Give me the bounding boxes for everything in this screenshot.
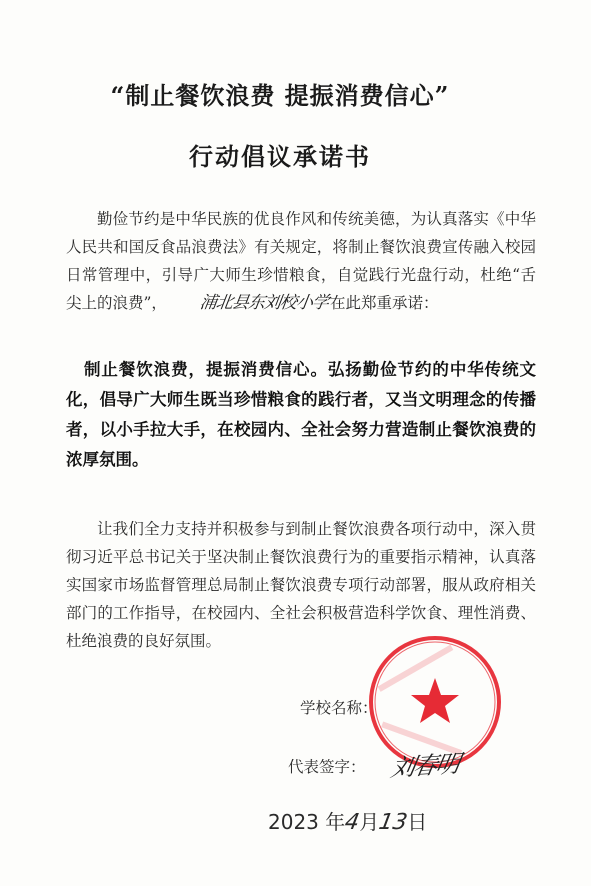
document-date [268,806,427,835]
paragraph-intro [66,205,536,317]
paragraph-intro-end: 在此郑重承诺： [329,294,439,312]
paragraph-action: 让我们全力支持并积极参与到制止餐饮浪费各项行动中，深入贯彻习近平总书记关于坚决制止餐饮浪费行为的重要指示精神，认真落实国家市场监督管理总局制止餐饮浪费专项行动部署，服从政府相关部门的工作指导，在校园内、全社会积极营造科学饮食、理性消费、杜绝浪费的良好氛围。 [66,520,536,650]
paragraph-intro-text: 勤俭节约是中华民族的优良作风和传统美德，为认真落实《中华人民共和国反食品浪费法》有关规定，将制止餐饮浪费宣传融入校园日常管理中，引导广大师生珍惜粮食，自觉践行光盘行动，杜绝“舌尖上的浪费”， [66,210,536,312]
seal-star-icon [411,678,459,723]
date-month: 4 [343,810,362,835]
representative-signature-label: 代表签字： [288,758,366,776]
paragraph-commitment: 制止餐饮浪费，提振消费信心。弘扬勤俭节约的中华传统文化，倡导广大师生既当珍惜粮食的践行者，又当文明理念的传播者，以小手拉大手，在校园内、全社会努力营造制止餐饮浪费的浓厚氛围。 [66,360,536,469]
handwritten-signature: 刘春明 [388,749,461,783]
document-title: “制止餐饮浪费 提振消费信心” [110,81,450,110]
date-month-char: 月 [359,810,380,834]
handwritten-school-name: 浦北县东刘校小学 [198,293,330,313]
school-name-label: 学校名称： [300,699,378,717]
date-day-char: 日 [407,810,428,834]
date-day: 13 [377,810,410,835]
document-subtitle: 行动倡议承诺书 [189,142,371,171]
date-year-char: 年 [325,810,346,834]
date-year: 2023 [268,810,319,834]
